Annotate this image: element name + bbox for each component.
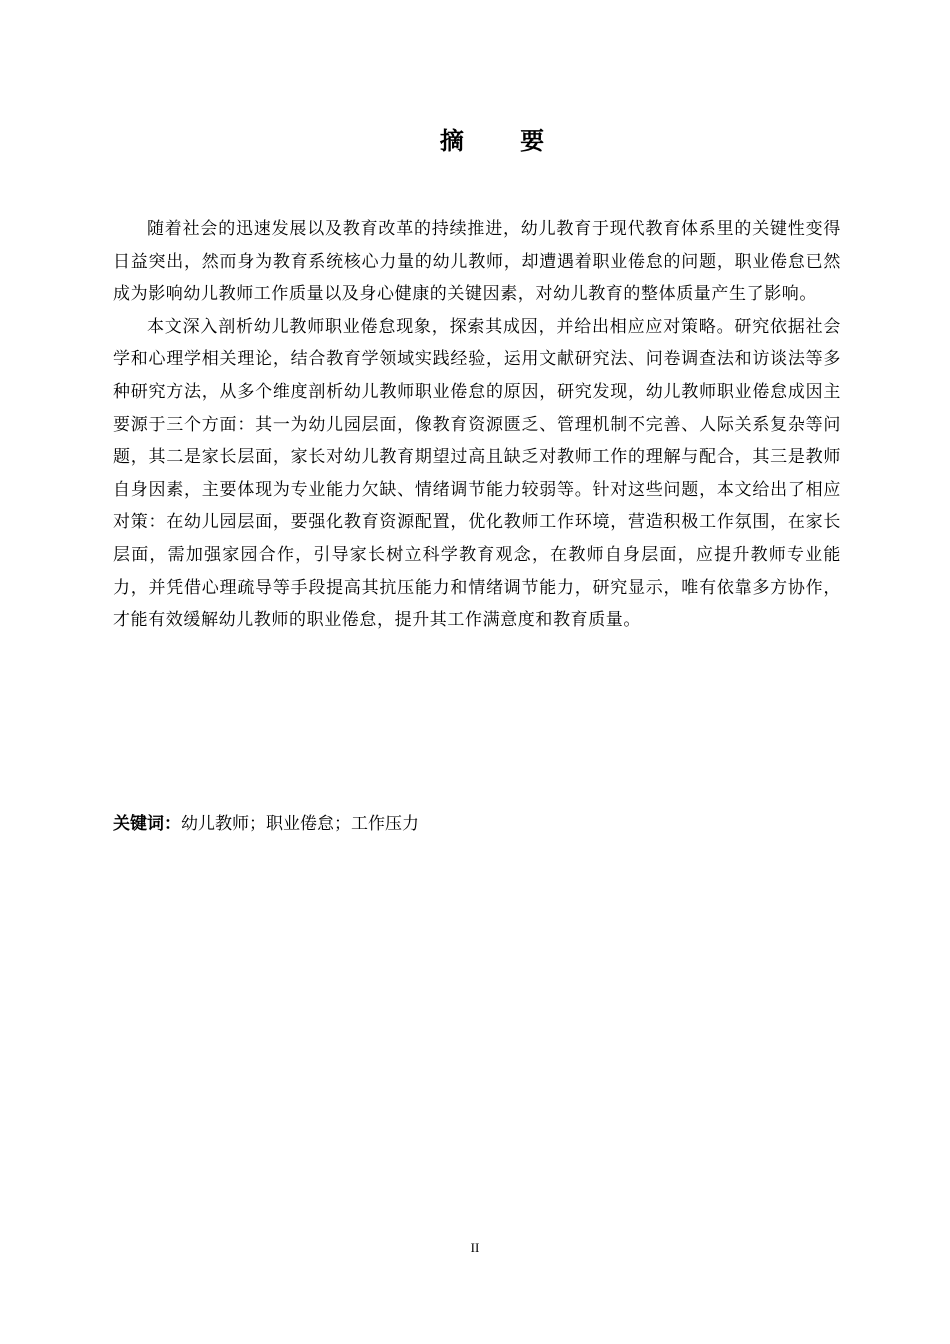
page-number: II (470, 1240, 480, 1255)
abstract-paragraph-2: 本文深入剖析幼儿教师职业倦怠现象，探索其成因，并给出相应应对策略。研究依据社会学和心理学相关理论，结合教育学领域实践经验，运用文献研究法、问卷调查法和访谈法等多种研究方法，从多个维度剖析幼儿教师职业倦怠的原因，研究发现，幼儿教师职业倦怠成因主要源于三个方面：其一为幼儿园层面，像教育资源匮乏、管理机制不完善、人际关系复杂等问题，其二是家长层面，家长对幼儿教育期望过高且缺乏对教师工作的理解与配合，其三是教师自身因素，主要体现为专业能力欠缺、情绪调节能力较弱等。针对这些问题，本文给出了相应对策：在幼儿园层面，要强化教育资源配置，优化教师工作环境，营造积极工作氛围，在家长层面，需加强家园合作，引导家长树立科学教育观念，在教师自身层面，应提升教师专业能力，并凭借心理疏导等手段提高其抗压能力和情绪调节能力，研究显示，唯有依靠多方协作，才能有效缓解幼儿教师的职业倦怠，提升其工作满意度和教育质量。 (113, 316, 841, 631)
abstract-paragraph-1: 随着社会的迅速发展以及教育改革的持续推进，幼儿教育于现代教育体系里的关键性变得日益突出，然而身为教育系统核心力量的幼儿教师，却遭遇着职业倦怠的问题，职业倦怠已然成为影响幼儿教师工作质量以及身心健康的关键因素，对幼儿教育的整体质量产生了影响。 (113, 219, 841, 305)
keywords-line (113, 808, 841, 840)
abstract-body (113, 213, 841, 637)
keywords-text: 幼儿教师；职业倦怠；工作压力 (181, 814, 419, 834)
keywords-label: 关键词： (113, 814, 181, 834)
abstract-title: 摘 要 (439, 127, 569, 155)
